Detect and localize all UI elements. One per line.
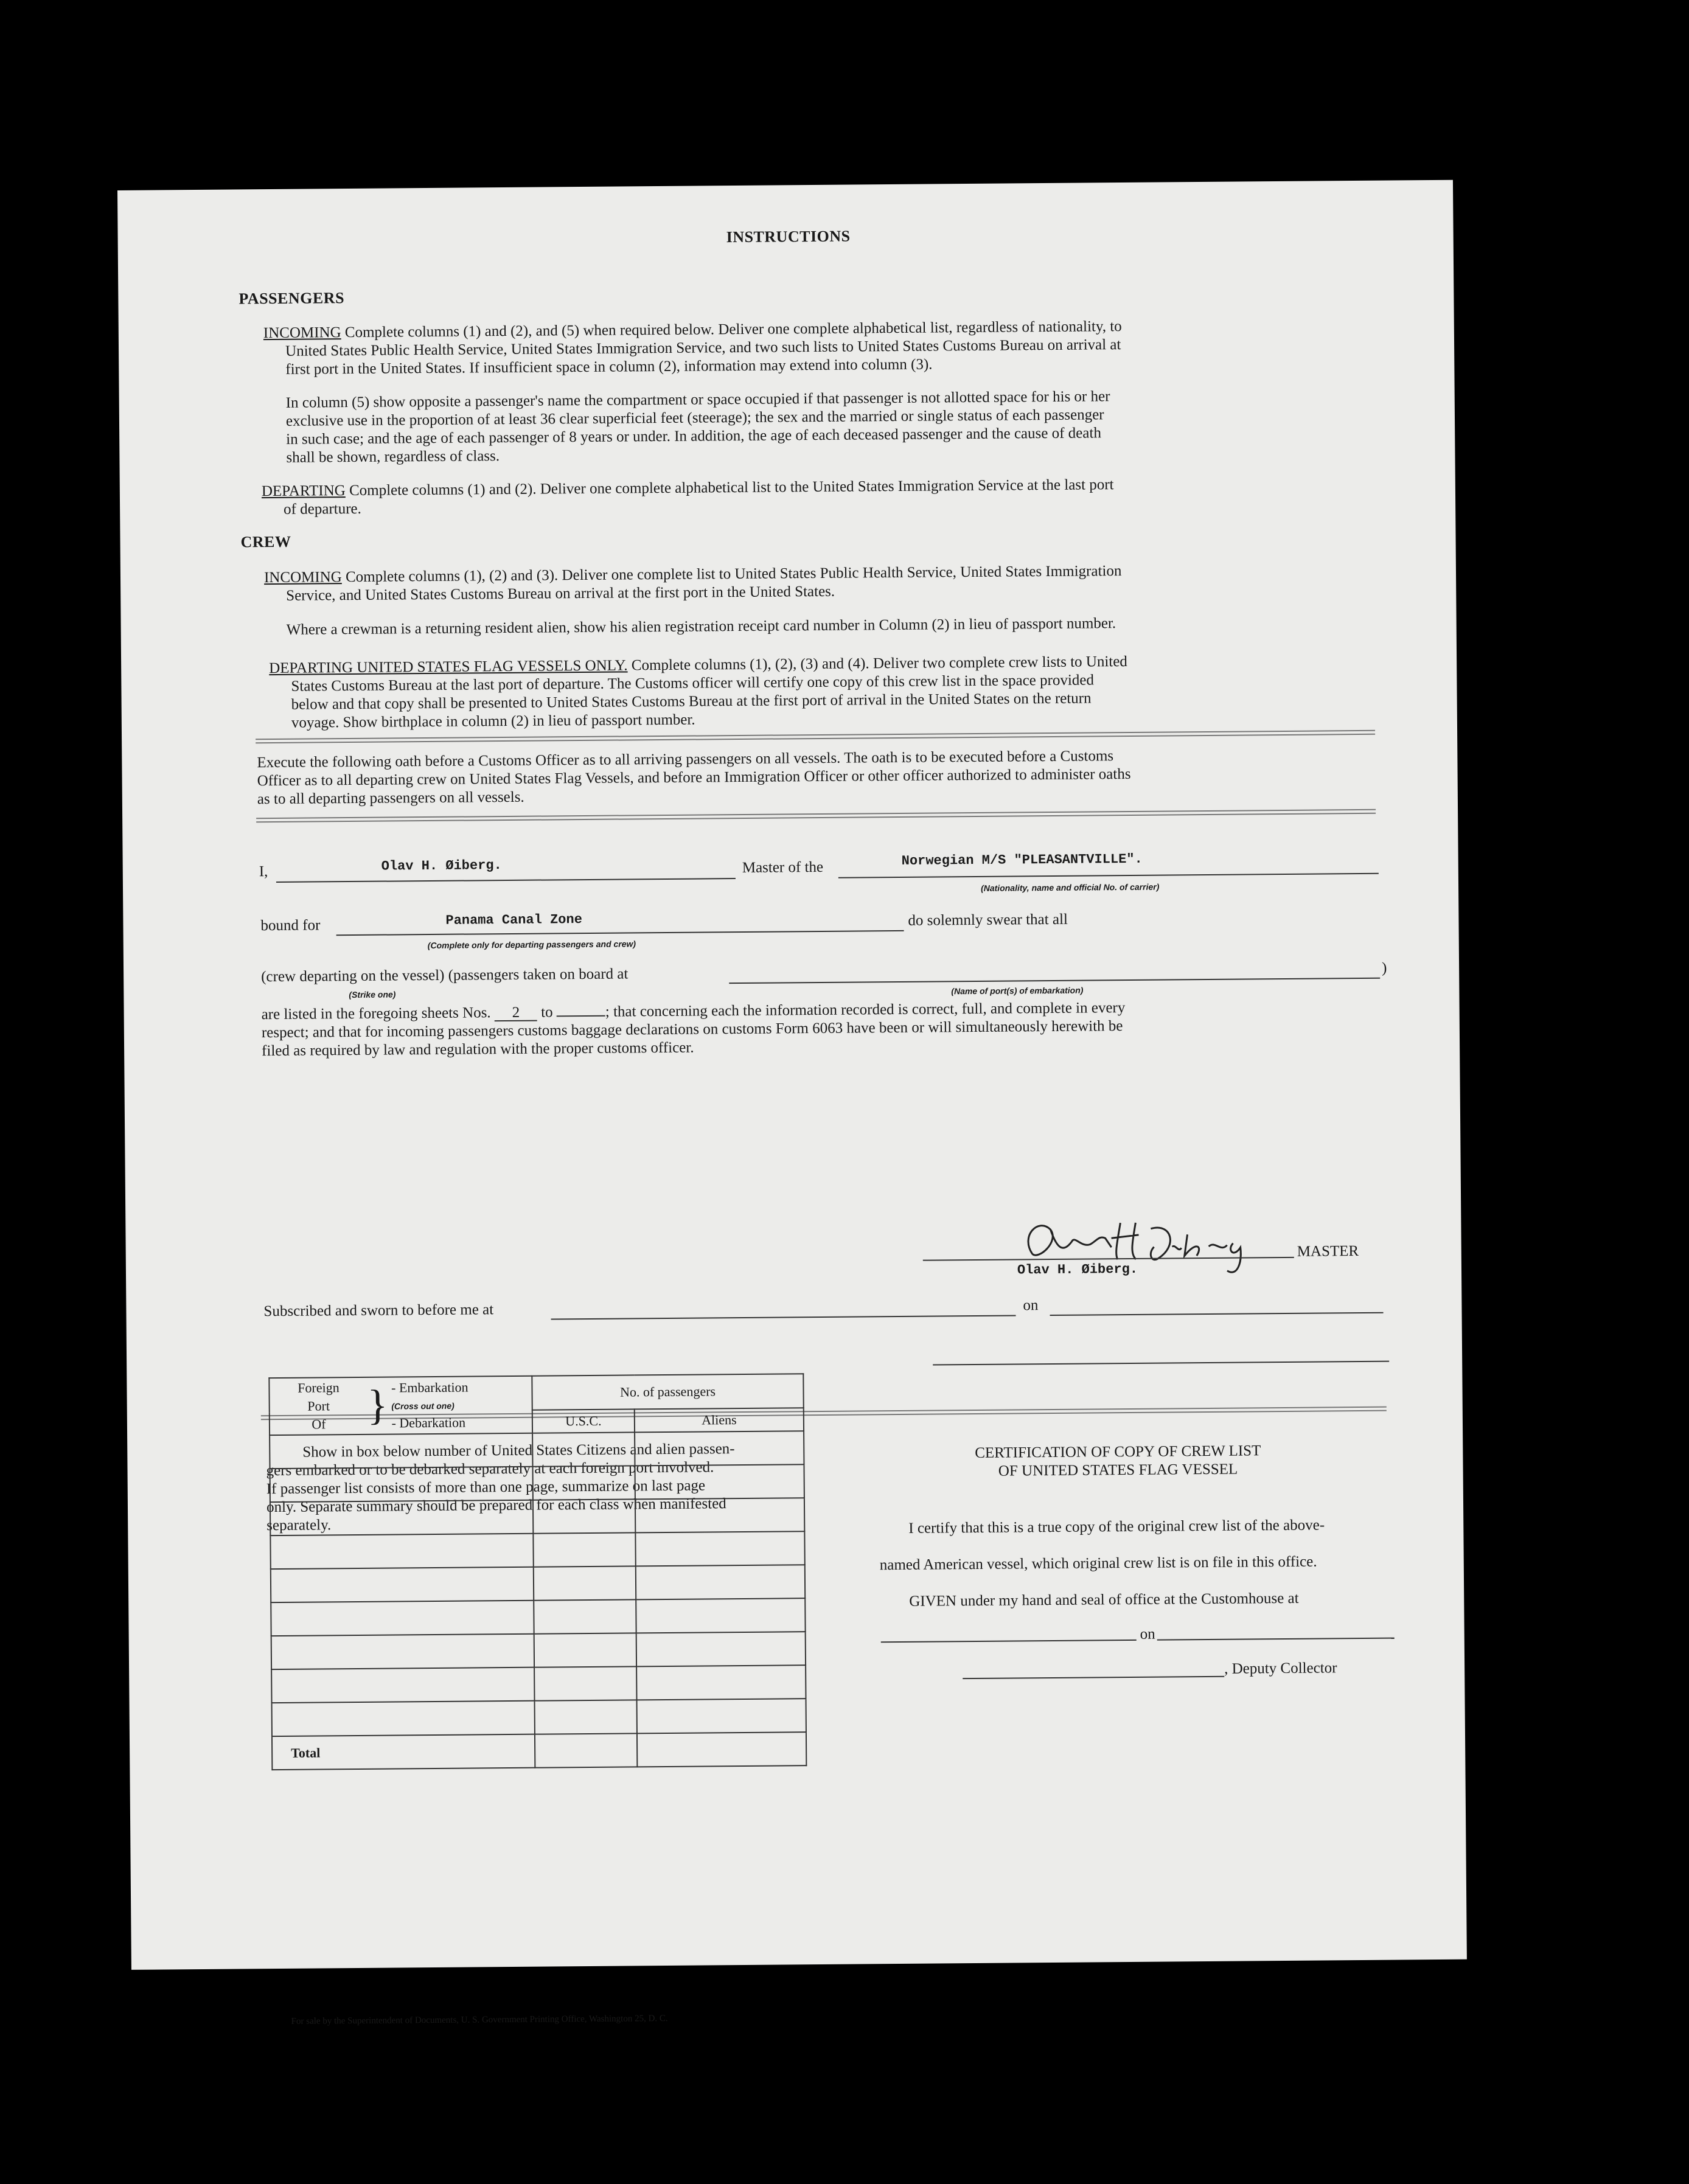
usc-cell[interactable] xyxy=(534,1566,636,1600)
oath-line-3: as to all departing passengers on all vessels. xyxy=(257,788,524,808)
listed-text-end: ; that concerning each the information recorded is correct, full, and complete in every xyxy=(605,1000,1126,1020)
usc-cell[interactable] xyxy=(532,1432,635,1466)
aliens-cell[interactable] xyxy=(635,1498,804,1532)
subscribed-label: Subscribed and sworn to before me at xyxy=(263,1301,494,1320)
crew-incoming-paragraph xyxy=(264,562,1122,605)
port-cell[interactable] xyxy=(272,1701,535,1736)
no-passengers-header: No. of passengers xyxy=(532,1374,803,1410)
subscribed-on-label: on xyxy=(1023,1297,1039,1314)
table-row xyxy=(272,1699,806,1736)
embarkation-label: - Embarkation xyxy=(391,1379,468,1396)
oath-line-1: Execute the following oath before a Customs Officer as to all arriving passengers on all vessels. The oath is to be executed before a Customs xyxy=(257,748,1114,771)
port-cell[interactable] xyxy=(270,1500,533,1535)
aliens-cell[interactable] xyxy=(636,1665,806,1700)
port-cell[interactable] xyxy=(271,1668,534,1703)
usc-cell[interactable] xyxy=(532,1466,635,1500)
summary-line-1: Show in box below number of United States Citizens and alien passen- xyxy=(302,1441,735,1461)
certification-heading xyxy=(966,1442,1270,1481)
summary-line-3: If passenger list consists of more than one page, summarize on last page xyxy=(266,1477,706,1498)
deputy-collector-line xyxy=(963,1676,1224,1679)
certification-heading-2: OF UNITED STATES FLAG VESSEL xyxy=(998,1461,1238,1480)
table-row xyxy=(270,1498,804,1535)
usc-header: U.S.C. xyxy=(532,1410,635,1433)
aliens-cell[interactable] xyxy=(635,1464,804,1499)
summary-line-5: separately. xyxy=(266,1517,332,1534)
certification-text-3: GIVEN under my hand and seal of office at the Customhouse at xyxy=(909,1590,1299,1610)
passengers-incoming-label: INCOMING xyxy=(263,324,341,342)
destination-field: Panama Canal Zone xyxy=(445,912,582,928)
master-name-field: Olav H. Øiberg. xyxy=(381,858,502,874)
crew-flag-line-1: Complete columns (1), (2), (3) and (4). Deliver two complete crew lists to United xyxy=(631,653,1127,674)
passengers-column5-paragraph xyxy=(286,388,1111,467)
passengers-incoming-line-2: United States Public Health Service, United States Immigration Service, and two such lists to United States Customs Bureau on arrival at xyxy=(285,336,1121,360)
crew-flag-label: DEPARTING UNITED STATES FLAG VESSELS ONLY. xyxy=(269,657,628,677)
foreign-port-header xyxy=(269,1376,532,1435)
to-label: to xyxy=(541,1004,553,1021)
table-row xyxy=(270,1531,804,1569)
aliens-cell[interactable] xyxy=(636,1598,805,1633)
port-cell[interactable] xyxy=(270,1433,532,1469)
master-of-label: Master of the xyxy=(742,858,824,876)
certification-text-1: I certify that this is a true copy of the original crew list of the above- xyxy=(908,1517,1325,1537)
cross-out-caption: (Cross out one) xyxy=(391,1400,454,1411)
signature-typed-name: Olav H. Øiberg. xyxy=(1017,1261,1138,1278)
table-row xyxy=(271,1665,806,1703)
passengers-incoming-line-3: first port in the United States. If insufficient space in column (2), information may extend into column (3). xyxy=(285,356,933,378)
of-label: Of xyxy=(312,1416,326,1432)
oath-line-2: Officer as to all departing crew on United States Flag Vessels, and before an Immigration Officer or other officer authorized to administer oaths xyxy=(257,765,1131,790)
table-row xyxy=(270,1464,804,1502)
port-cell[interactable] xyxy=(271,1567,534,1602)
listed-paragraph xyxy=(262,998,1126,1060)
table-row xyxy=(271,1565,805,1602)
crew-incoming-line-1: Complete columns (1), (2) and (3). Deliver one complete list to United States Public Health Service, United States Immigration xyxy=(345,563,1122,586)
subscribed-place-line xyxy=(551,1315,1016,1320)
sheet-from-field: 2 xyxy=(495,1006,537,1022)
aliens-cell[interactable] xyxy=(635,1531,804,1566)
total-usc-cell[interactable] xyxy=(535,1733,637,1767)
port-cell[interactable] xyxy=(271,1634,534,1669)
aliens-cell[interactable] xyxy=(636,1565,805,1599)
table-row xyxy=(271,1632,806,1669)
total-aliens-cell[interactable] xyxy=(637,1732,806,1767)
usc-cell[interactable] xyxy=(533,1532,635,1567)
ports-caption: (Name of port(s) of embarkation) xyxy=(951,985,1084,996)
crew-alien-text: Where a crewman is a returning resident alien, show his alien registration receipt card number in Column (2) in lieu of passport number. xyxy=(286,615,1116,638)
customhouse-line xyxy=(881,1640,1137,1643)
destination-caption: (Complete only for departing passengers and crew) xyxy=(427,939,636,951)
col5-line-2: exclusive use in the proportion of at least 36 clear superficial feet (steerage); the sex and the married or single status of each passenger xyxy=(285,406,1104,429)
col5-line-4: shall be shown, regardless of class. xyxy=(286,448,500,466)
col5-line-1: In column (5) show opposite a passenger's name the compartment or space occupied if that passenger is not allotted space for his or her xyxy=(285,388,1110,411)
table-header-row xyxy=(269,1374,803,1412)
sheet-to-field xyxy=(557,1002,605,1017)
officer-signature-line xyxy=(933,1361,1389,1366)
usc-cell[interactable] xyxy=(533,1499,635,1533)
passengers-incoming-line-1: Complete columns (1) and (2), and (5) when required below. Deliver one complete alphabetical list, regardless of nationality, to xyxy=(344,318,1122,341)
aliens-cell[interactable] xyxy=(637,1699,806,1733)
crew-flag-line-4: voyage. Show birthplace in column (2) in lieu of passport number. xyxy=(291,711,695,731)
master-name-line xyxy=(276,878,736,883)
aliens-cell[interactable] xyxy=(635,1431,804,1466)
summary-line-4: only. Separate summary should be prepared for each class when manifested xyxy=(266,1495,726,1516)
brace-icon: } xyxy=(367,1382,388,1429)
passengers-incoming-paragraph xyxy=(263,318,1123,379)
crew-incoming-line-2: Service, and United States Customs Bureau on arrival at the first port in the United States. xyxy=(286,583,835,604)
vessel-caption: (Nationality, name and official No. of carrier) xyxy=(980,882,1160,893)
foreign-label: Foreign xyxy=(298,1380,340,1396)
certification-heading-1: CERTIFICATION OF COPY OF CREW LIST xyxy=(975,1442,1261,1461)
table-row xyxy=(271,1598,805,1636)
oath-divider xyxy=(256,809,1376,822)
passengers-departing-paragraph xyxy=(262,476,1114,519)
table-row xyxy=(270,1431,804,1469)
oath-instructions xyxy=(257,747,1131,809)
strike-one-caption: (Strike one) xyxy=(349,989,396,1000)
port-cell[interactable] xyxy=(270,1534,533,1569)
departing-line-2: of departure. xyxy=(284,500,361,518)
usc-cell[interactable] xyxy=(534,1633,636,1667)
debarkation-label: - Debarkation xyxy=(391,1414,466,1431)
crew-flag-line-2: States Customs Bureau at the last port of departure. The Customs officer will certify one copy of this crew list in the space provided xyxy=(291,672,1095,695)
certification-text-2: named American vessel, which original crew list is on file in this office. xyxy=(879,1553,1317,1574)
total-row xyxy=(272,1732,806,1770)
aliens-header: Aliens xyxy=(635,1408,804,1433)
certification-date-line xyxy=(1157,1638,1395,1641)
document-page xyxy=(117,180,1467,2026)
crew-passengers-label: (crew departing on the vessel) (passengers taken on board at xyxy=(261,965,629,986)
port-cell[interactable] xyxy=(271,1601,534,1636)
section-divider xyxy=(256,730,1375,743)
bound-for-label: bound for xyxy=(260,917,321,934)
listed-label: are listed in the foregoing sheets Nos. xyxy=(261,1004,491,1023)
page-title: INSTRUCTIONS xyxy=(726,227,851,246)
aliens-cell[interactable] xyxy=(636,1632,806,1666)
crew-heading: CREW xyxy=(240,532,291,551)
deputy-collector-label: , Deputy Collector xyxy=(1224,1660,1337,1677)
gpo-footer: For sale by the Superintendent of Documents, U. S. Government Printing Office, Washington 25, D. C. xyxy=(291,2013,668,2026)
close-paren: ) xyxy=(1381,959,1387,976)
filed-text: filed as required by law and regulation with the proper customs officer. xyxy=(262,1039,694,1060)
port-cell[interactable] xyxy=(270,1467,533,1502)
passengers-heading: PASSENGERS xyxy=(239,289,345,308)
subscribed-date-line xyxy=(1050,1312,1384,1316)
swear-label: do solemnly swear that all xyxy=(908,911,1068,929)
port-label: Port xyxy=(307,1398,330,1414)
usc-cell[interactable] xyxy=(534,1599,636,1633)
certification-on-label: on xyxy=(1140,1626,1155,1643)
total-label: Total xyxy=(272,1734,535,1770)
passengers-departing-label: DEPARTING xyxy=(261,482,346,500)
departing-line-1: Complete columns (1) and (2). Deliver one complete alphabetical list to the United States Immigration Service at the last port xyxy=(349,476,1114,499)
crew-incoming-label: INCOMING xyxy=(263,569,342,586)
respect-text: respect; and that for incoming passengers customs baggage declarations on customs Form 6063 have been or will simultaneously herewith be xyxy=(261,1018,1123,1042)
master-label: MASTER xyxy=(1297,1243,1359,1260)
crew-flag-line-3: below and that copy shall be presented to United States Customs Bureau at the first port of arrival in the United States on the return xyxy=(291,690,1092,713)
usc-cell[interactable] xyxy=(534,1666,636,1700)
crew-flag-paragraph xyxy=(269,653,1128,732)
oath-i-label: I, xyxy=(259,863,268,880)
vessel-field: Norwegian M/S "PLEASANTVILLE". xyxy=(901,851,1143,869)
summary-line-2: gers embarked or to be debarked separately at each foreign port involved. xyxy=(266,1459,714,1480)
col5-line-3: in such case; and the age of each passenger of 8 years or under. In addition, the age of each deceased passenger and the cause of death xyxy=(286,425,1101,448)
usc-cell[interactable] xyxy=(535,1700,637,1734)
passenger-summary-table xyxy=(268,1373,807,1770)
